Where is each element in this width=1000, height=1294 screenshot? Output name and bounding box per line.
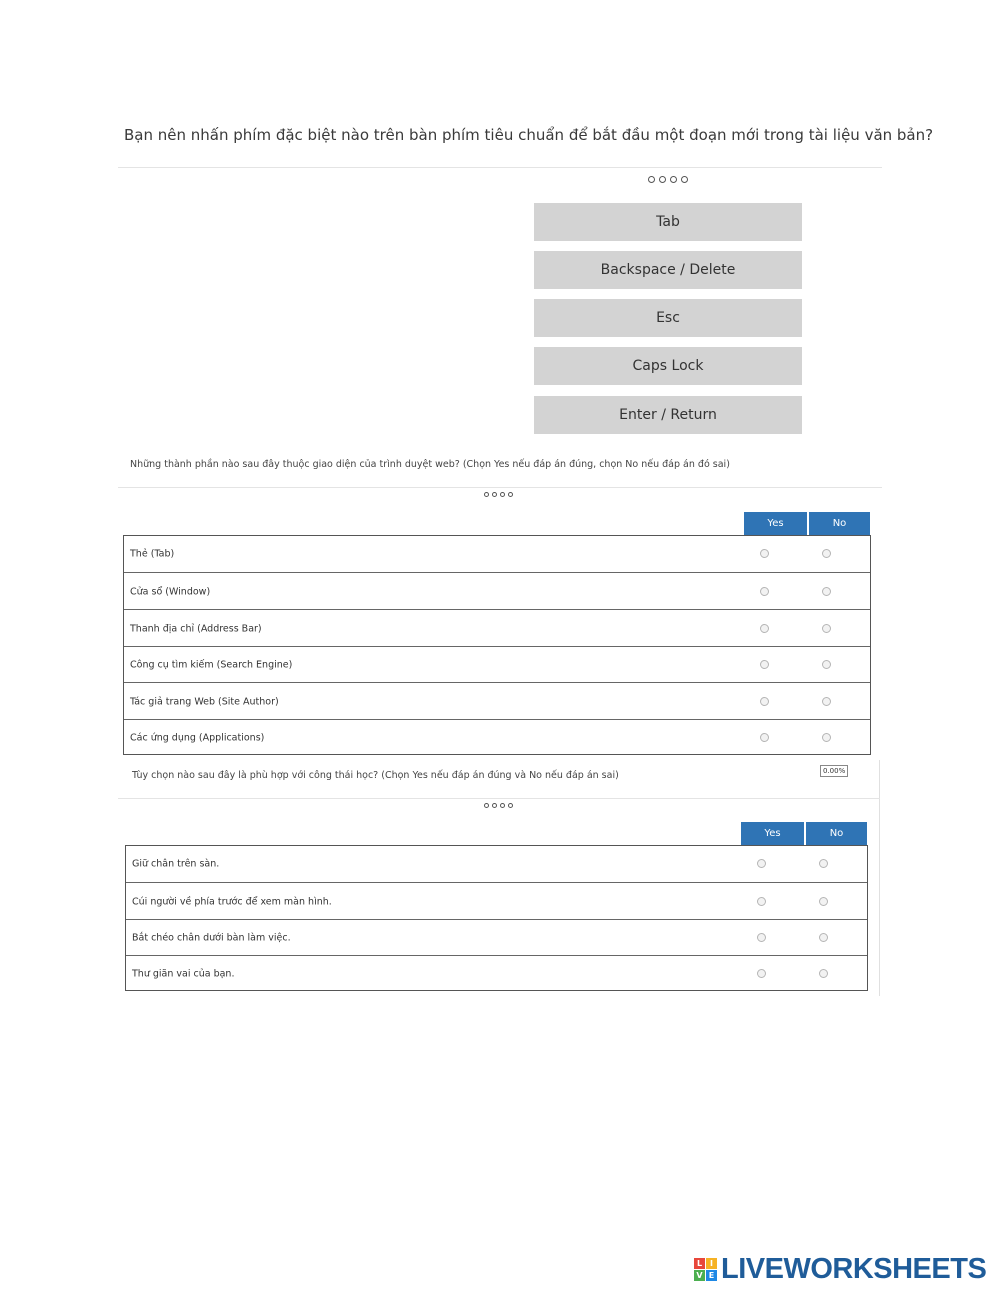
brand-letter: E [706,1270,717,1281]
yes-radio[interactable] [760,697,769,706]
no-radio[interactable] [819,897,828,906]
no-radio[interactable] [822,624,831,633]
option-button-tab[interactable]: Tab [534,203,802,241]
row-label: Công cụ tìm kiếm (Search Engine) [130,659,293,671]
pagination-dots [484,803,513,808]
option-button-enter[interactable]: Enter / Return [534,396,802,434]
dot [484,803,489,808]
pagination-dots [484,492,513,497]
option-button-caps-lock[interactable]: Caps Lock [534,347,802,385]
dot [508,492,513,497]
question-1-text: Bạn nên nhấn phím đặc biệt nào trên bàn phím tiêu chuẩn để bắt đầu một đoạn mới trong tài liệu văn bản? [124,126,934,144]
brand-letter: I [706,1258,717,1269]
table-row [126,882,867,920]
no-radio[interactable] [819,969,828,978]
no-column-header: No [809,512,870,535]
table-row [126,919,867,956]
yes-column-header: Yes [744,512,807,535]
no-radio[interactable] [822,549,831,558]
no-radio[interactable] [822,697,831,706]
row-label: Bắt chéo chân dưới bàn làm việc. [132,932,291,944]
row-label: Cửa sổ (Window) [130,586,211,597]
row-label: Thư giãn vai của bạn. [132,968,235,980]
dot [484,492,489,497]
dot [659,176,666,183]
dot [508,803,513,808]
table-row [126,955,867,992]
dot [492,492,497,497]
no-radio[interactable] [822,660,831,669]
no-radio[interactable] [819,859,828,868]
row-label: Thanh địa chỉ (Address Bar) [130,623,262,634]
yes-radio[interactable] [757,897,766,906]
table-row [124,646,870,683]
no-radio[interactable] [822,587,831,596]
table-row [124,572,870,610]
pagination-dots [648,176,688,183]
divider [118,798,880,799]
no-column-header: No [806,822,867,845]
dot [648,176,655,183]
yes-column-header: Yes [741,822,804,845]
dot [492,803,497,808]
yes-radio[interactable] [760,624,769,633]
table-row [126,846,867,882]
dot [500,803,505,808]
matrix-table-q2 [123,535,871,755]
table-row [124,536,870,572]
row-label: Các ứng dụng (Applications) [130,732,265,744]
yes-radio[interactable] [760,587,769,596]
brand-letter: L [694,1258,705,1269]
table-row [124,719,870,756]
option-button-backspace[interactable]: Backspace / Delete [534,251,802,289]
matrix-table-q3 [125,845,868,991]
no-radio[interactable] [822,733,831,742]
table-row [124,609,870,647]
row-label: Thẻ (Tab) [130,548,175,560]
dot [670,176,677,183]
no-radio[interactable] [819,933,828,942]
yes-radio[interactable] [760,549,769,558]
row-label: Cúi người về phía trước để xem màn hình. [132,896,332,907]
yes-radio[interactable] [757,859,766,868]
yes-radio[interactable] [760,733,769,742]
yes-radio[interactable] [757,933,766,942]
brand-text: LIVEWORKSHEETS [721,1253,987,1285]
side-divider [879,760,880,996]
dot [500,492,505,497]
yes-radio[interactable] [760,660,769,669]
question-3-text: Tùy chọn nào sau đây là phù hợp với công thái học? (Chọn Yes nếu đáp án đúng và No nếu đáp án sai) [132,770,619,781]
liveworksheets-logo [694,1253,986,1286]
brand-letter: V [694,1270,705,1281]
option-button-esc[interactable]: Esc [534,299,802,337]
divider [118,167,882,168]
table-row [124,682,870,720]
brand-icon [694,1258,717,1281]
divider [118,487,882,488]
row-label: Tác giả trang Web (Site Author) [130,696,279,707]
yes-radio[interactable] [757,969,766,978]
dot [681,176,688,183]
row-label: Giữ chân trên sàn. [132,858,220,870]
score-percent: 0.00% [820,765,848,777]
question-2-text: Những thành phần nào sau đây thuộc giao diện của trình duyệt web? (Chọn Yes nếu đáp án đúng, chọn No nếu đáp án đó sai) [130,459,730,470]
